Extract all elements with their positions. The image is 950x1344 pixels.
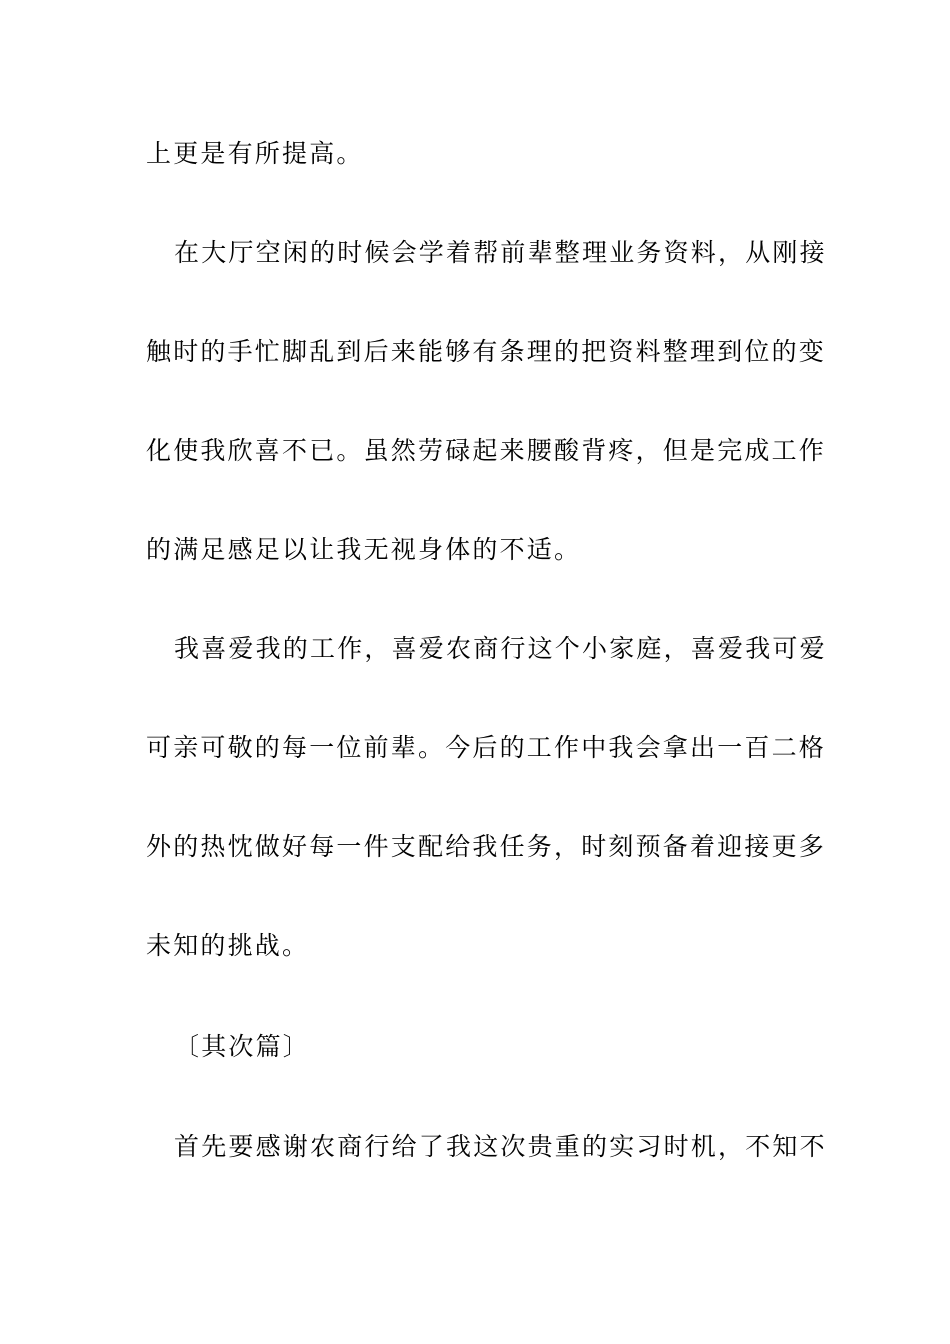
text-line-6: 我喜爱我的工作，喜爱农商行这个小家庭，喜爱我可爱 [174, 634, 827, 663]
text-line-11: 首先要感谢农商行给了我这次贵重的实习时机，不知不 [174, 1132, 827, 1161]
section-heading: 〔其次篇〕 [174, 1032, 311, 1061]
text-line-5: 的满足感足以让我无视身体的不适。 [146, 535, 582, 564]
text-line-9: 未知的挑战。 [146, 931, 310, 960]
text-line-1: 上更是有所提高。 [146, 139, 364, 168]
text-line-2: 在大厅空闲的时候会学着帮前辈整理业务资料，从刚接 [174, 238, 827, 267]
text-line-7: 可亲可敬的每一位前辈。今后的工作中我会拿出一百二格 [146, 733, 827, 762]
text-line-4: 化使我欣喜不已。虽然劳碌起来腰酸背疼，但是完成工作 [146, 436, 827, 465]
text-line-3: 触时的手忙脚乱到后来能够有条理的把资料整理到位的变 [146, 337, 827, 366]
text-line-8: 外的热忱做好每一件支配给我任务，时刻预备着迎接更多 [146, 832, 827, 861]
